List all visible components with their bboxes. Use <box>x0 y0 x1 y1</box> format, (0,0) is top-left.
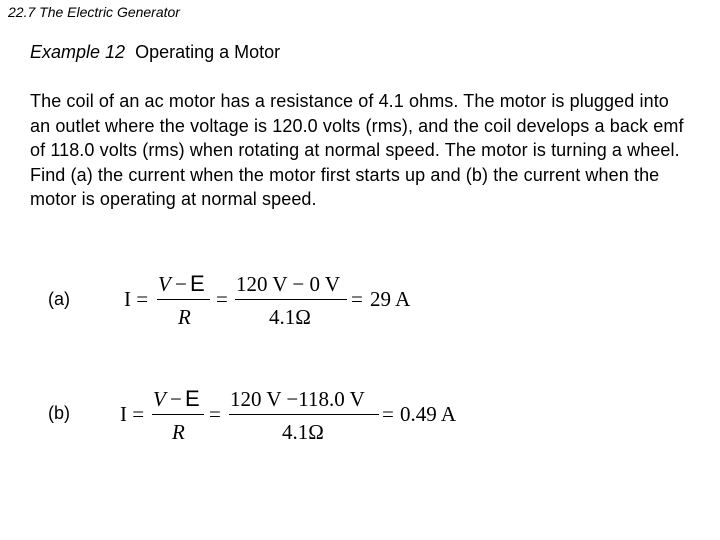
equation-a-eq1: = <box>216 287 228 311</box>
problem-statement: The coil of an ac motor has a resistance of 4.1 ohms. The motor is plugged into an outlet where the voltage is 120.0 volts (rms), and the coil develops a back emf of 118.0 volts (rms) when rotating at normal speed. The motor is turning a wheel. Find (a) the current when the motor first starts up and (b) the current when the motor is operating at normal speed. <box>30 91 684 209</box>
equation-b-num-minus: − <box>170 387 182 411</box>
equation-b <box>120 387 480 447</box>
part-b-label: (b) <box>48 403 70 423</box>
equation-a <box>124 272 424 332</box>
equation-b-eq1: = <box>209 402 221 426</box>
equation-a-num-v: V <box>158 272 171 296</box>
equation-a-lhs: I = <box>124 287 149 311</box>
equation-b-den-r: R <box>172 420 185 444</box>
example-name: Operating a Motor <box>135 42 281 62</box>
equation-a-fraction-bar-2 <box>235 299 347 300</box>
section-header: 22.7 The Electric Generator <box>8 4 180 20</box>
equation-b-num2: 120 V −118.0 V <box>230 387 365 411</box>
equation-b-result: 0.49 A <box>400 402 457 426</box>
example-title <box>30 42 280 63</box>
equation-b-den2: 4.1Ω <box>282 420 324 444</box>
equation-a-den2: 4.1Ω <box>269 305 311 329</box>
equation-a-num2: 120 V − 0 V <box>236 272 341 296</box>
equation-b-eq2: = <box>382 402 394 426</box>
part-a-label: (a) <box>48 289 70 309</box>
equation-b-lhs: I = <box>120 402 145 426</box>
equation-b-num-v: V <box>153 387 166 411</box>
equation-a-num-emf: E <box>190 271 205 296</box>
equation-b-fraction-bar-2 <box>229 414 379 415</box>
example-label: Example 12 <box>30 42 126 62</box>
equation-a-result: 29 A <box>370 287 411 311</box>
equation-a-eq2: = <box>351 287 363 311</box>
equation-a-fraction-bar-1 <box>157 299 210 300</box>
equation-b-fraction-bar-1 <box>152 414 204 415</box>
equation-a-num-minus: − <box>175 272 187 296</box>
equation-b-num-emf: E <box>185 386 200 411</box>
equation-a-den-r: R <box>178 305 191 329</box>
